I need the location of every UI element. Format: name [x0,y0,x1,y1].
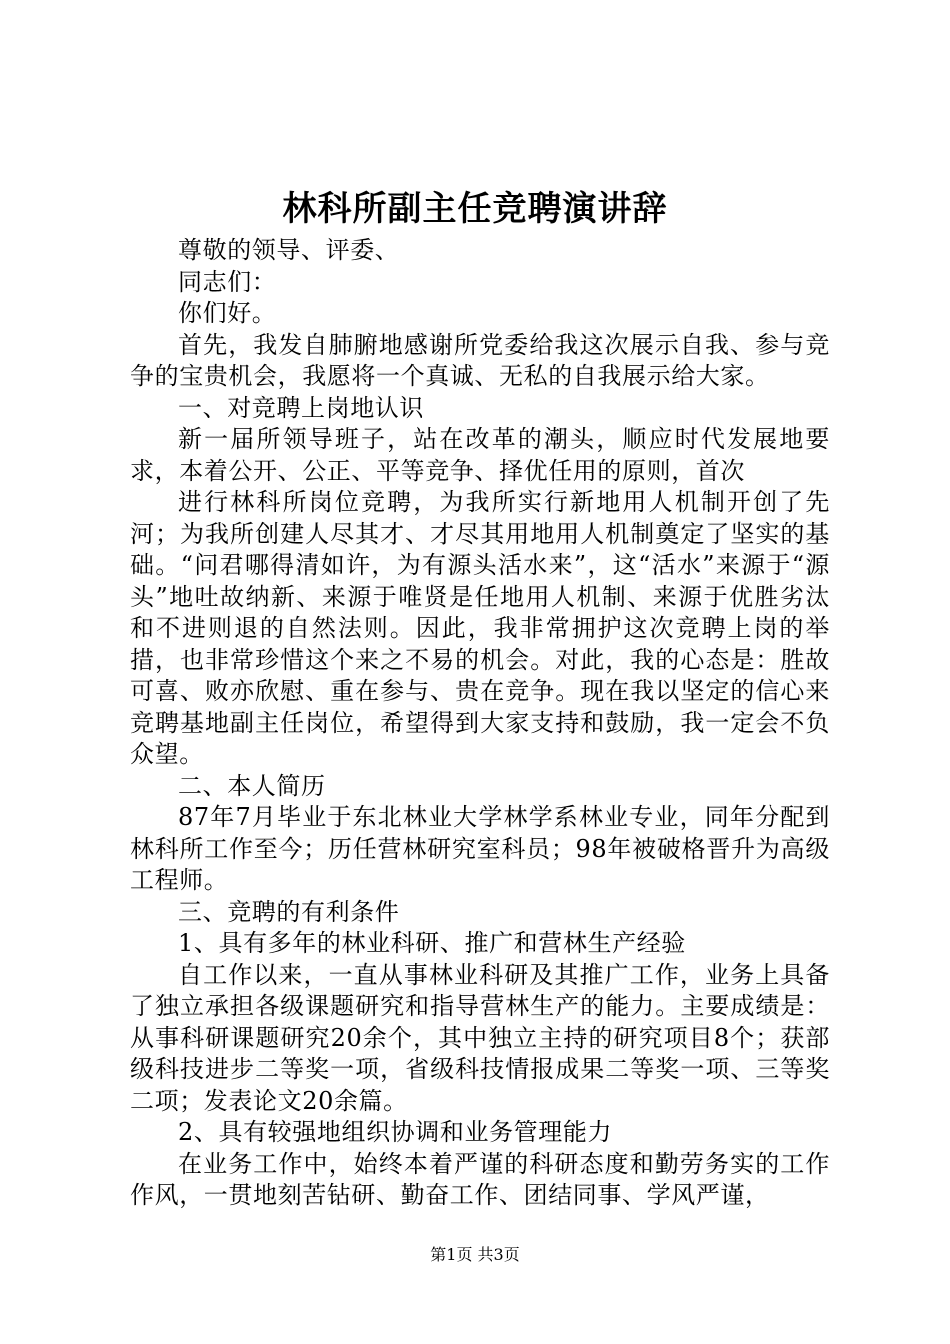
paragraph-greeting: 你们好。 [178,299,277,327]
subsection-heading-2: 2、具有较强地组织协调和业务管理能力 [178,1118,613,1146]
page-footer: 第1页 共3页 [430,1245,520,1264]
section-heading-3: 三、竞聘的有利条件 [178,897,400,926]
subsection-heading-1: 1、具有多年的林业科研、推广和营林生产经验 [178,929,686,957]
paragraph-text: 87年7月毕业于东北林业大学林学系林业专业，同年分配到林科所工作至今；历任营林研究室科员；98年被破格晋升为高级工程师。 [130,803,830,894]
document-title: 林科所副主任竞聘演讲辞 [282,189,668,229]
paragraph-text: 进行林科所岗位竞聘，为我所实行新地用人机制开创了先河；为我所创建人尽其才、才尽其用地用人机制奠定了坚实的基础。“问君哪得清如许，为有源头活水来”，这“活水”来源于“源头”地吐故纳新、来源于唯贤是任地用人机制、来源于优胜劣汰和不进则退的自然法则。因此，我非常拥护这次竞聘上岗的举措，也非常珍惜这个来之不易的机会。对此，我的心态是：胜故可喜、败亦欣慰、重在参与、贵在竞争。现在我以坚定的信心来竞聘基地副主任岗位，希望得到大家支持和鼓励，我一定会不负众望。 [130,488,830,768]
paragraph-salutation-1: 尊敬的领导、评委、 [178,236,400,264]
paragraph-text: 自工作以来，一直从事林业科研及其推广工作，业务上具备了独立承担各级课题研究和指导营林生产的能力。主要成绩是：从事科研课题研究20余个，其中独立主持的研究项目8个；获部级科技进步二等奖一项，省级科技情报成果二等奖一项、三等奖二项；发表论文20余篇。 [130,960,830,1115]
paragraph-opening: 首先，我发自肺腑地感谢所党委给我这次展示自我、参与竞争的宝贵机会，我愿将一个真诚、无私的自我展示给大家。 [130,330,830,390]
section-heading-1: 一、对竞聘上岗地认识 [178,393,424,422]
paragraph-text: 新一届所领导班子，站在改革的潮头，顺应时代发展地要求，本着公开、公正、平等竞争、择优任用的原则，首次 [130,425,830,485]
paragraph-text: 在业务工作中，始终本着严谨的科研态度和勤劳务实的工作作风，一贯地刻苦钻研、勤奋工作、团结同事、学风严谨， [130,1149,830,1209]
paragraph-salutation-2: 同志们： [178,267,277,296]
document-body [130,235,830,1212]
section-heading-2: 二、本人简历 [178,771,326,800]
